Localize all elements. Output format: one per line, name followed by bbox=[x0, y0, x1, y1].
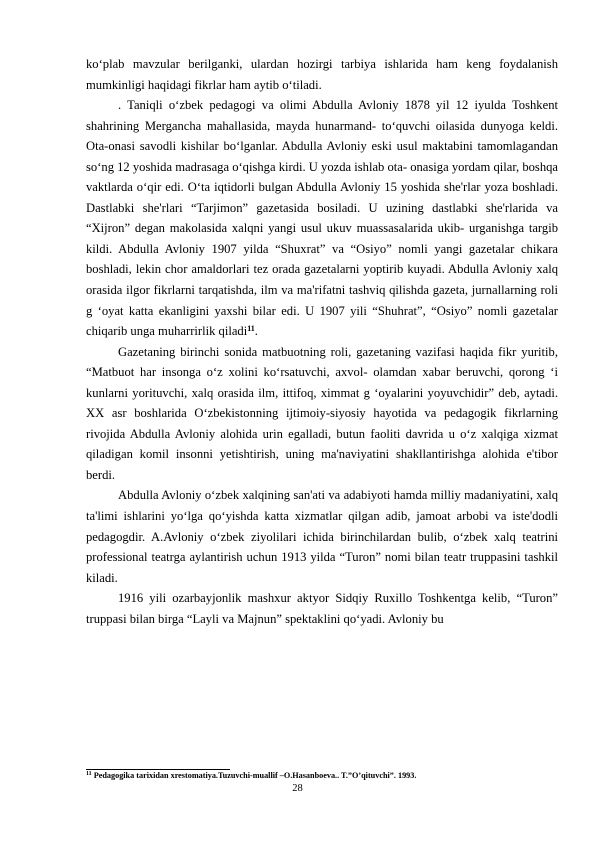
footnote-marker: 11 bbox=[86, 771, 92, 777]
paragraph-3: Gazetaning birinchi sonida matbuotning roli, gazetaning vazifasi haqida fikr yuritib, “Matbuot har insonga o‘z xolini ko‘rsatuvchi, axvol- olamdan xabar beruvchi, qorong ‘i kunlarni yorituvchi, xalq orasida ilm, ittifoq, ximmat g ‘oyalarini yoyuvchidir” deb, aytadi. XX asr boshlarida O‘zbekistonning ijtimoiy-siyosiy hayotida va pedagogik fikrlarning rivojida Abdulla Avloniy alohida urin egalladi, butun faoliti davrida u o‘z xalqiga xizmat qiladigan komil insonni yetishtirish, uning ma'naviyatini shakllantirishga alohida e'tibor berdi. bbox=[86, 344, 558, 482]
footnote-reference: 11 bbox=[247, 324, 255, 334]
body-text bbox=[86, 54, 558, 629]
paragraph-2: . Taniqli o‘zbek pedagogi va olimi Abdulla Avloniy 1878 yil 12 iyulda Toshkent shahrining Mergancha mahallasida, mayda hunarmand- to‘quvchi oilasida dunyoga keldi. Ota-onasi savodli kishilar bo‘lganlar. Abdulla Avloniy eski usul maktabini tamomlagandan so‘ng 12 yoshida madrasaga o‘qishga kirdi. U yozda ishlab ota- onasiga yordam qilar, boshqa vaktlarda o‘qir edi. O‘ta iqtidorli bulgan Abdulla Avloniy 15 yoshida she'rlar yoza boshladi. Dastlabki she'rlari “Tarjimon” gazetasida bosiladi. U uzining dastlabki she'rlarida va “Xijron” degan makolasida xalqni yangi usul ukuv muassasalarida ukib- urganishga targib kildi. Abdulla Avloniy 1907 yilda “Shuxrat” va “Osiyo” nomli yangi gazetalar chikara boshladi, lekin chor amaldorlari tez orada gazetalarni yoptirib kuyadi. Abdulla Avloniy xalq orasida ilgor fikrlarni tarqatishda, ilm va ma'rifatni tashviq qilishda gazeta, jurnallarning roli g ‘oyat katta ekanligini yaxshi bilar edi. U 1907 yili “Shuhrat”, “Osiyo” nomli gazetalar chiqarib unga muharrirlik qiladi$^{11}$. bbox=[86, 98, 559, 339]
footnote-divider bbox=[86, 769, 230, 770]
paragraph-2-text: . Taniqli o‘zbek pedagogi va olimi Abdulla Avloniy 1878 yil 12 iyulda Toshkent shahrining Mergancha mahallasida, mayda hunarmand- to‘quvchi oilasida dunyoga keldi. Ota-onasi savodli kishilar bo‘lganlar. Abdulla Avloniy eski usul maktabini tamomlagandan so‘ng 12 yoshida madrasaga o‘qishga kirdi. U yozda ishlab ota- onasiga yordam qilar, boshqa vaktlarda o‘qir edi. O‘ta iqtidorli bulgan Abdulla Avloniy 15 yoshida she'rlar yoza boshladi. Dastlabki she'rlari “Tarjimon” gazetasida bosiladi. U uzining dastlabki she'rlarida va “Xijron” degan makolasida xalqni yangi usul ukuv muassasalarida ukib- urganishga targib kildi. Abdulla Avloniy 1907 yilda “Shuxrat” va “Osiyo” nomli yangi gazetalar chikara boshladi, lekin chor amaldorlari tez orada gazetalarni yoptirib kuyadi. Abdulla Avloniy xalq orasida ilgor fikrlarni tarqatishda, ilm va ma'rifatni tashviq qilishda gazeta, jurnallarning roli g ‘oyat katta ekanligini yaxshi bilar edi. U 1907 yili “Shuhrat”, “Osiyo” nomli gazetalar chiqarib unga muharrirlik qiladi bbox=[86, 98, 559, 339]
footnote-text: Pedagogika tarixidan xrestomatiya.Tuzuvchi-muallif –O.Hasanboeva.. T.”O’qituvchi”. 1993. bbox=[93, 771, 417, 780]
footnote bbox=[86, 771, 558, 781]
paragraph-1: ko‘plab mavzular berilganki, ulardan hozirgi tarbiya ishlarida ham keng foydalanish mumkinligi haqidagi fikrlar ham aytib o‘tiladi. bbox=[86, 57, 558, 92]
page-number: 28 bbox=[292, 783, 303, 794]
paragraph-5: 1916 yili ozarbayjonlik mashxur aktyor Sidqiy Ruxillo Toshkentga kelib, “Turon” truppasi bilan birga “Layli va Majnun” spektaklini qo‘yadi. Avloniy bu bbox=[86, 591, 558, 626]
paragraph-4: Abdulla Avloniy o‘zbek xalqining san'ati va adabiyoti hamda milliy madaniyatini, xalq ta'limi ishlarini yo‘lga qo‘yishda katta xizmatlar qilgan adib, jamoat arbobi va iste'dodli pedagogdir. A.Avloniy o‘zbek ziyolilari ichida birinchilardan bulib, o‘zbek xalq teatrini professional teatrga aylantirish uchun 1913 yilda “Turon” nomi bilan teatr truppasini tashkil kiladi. bbox=[86, 488, 558, 585]
